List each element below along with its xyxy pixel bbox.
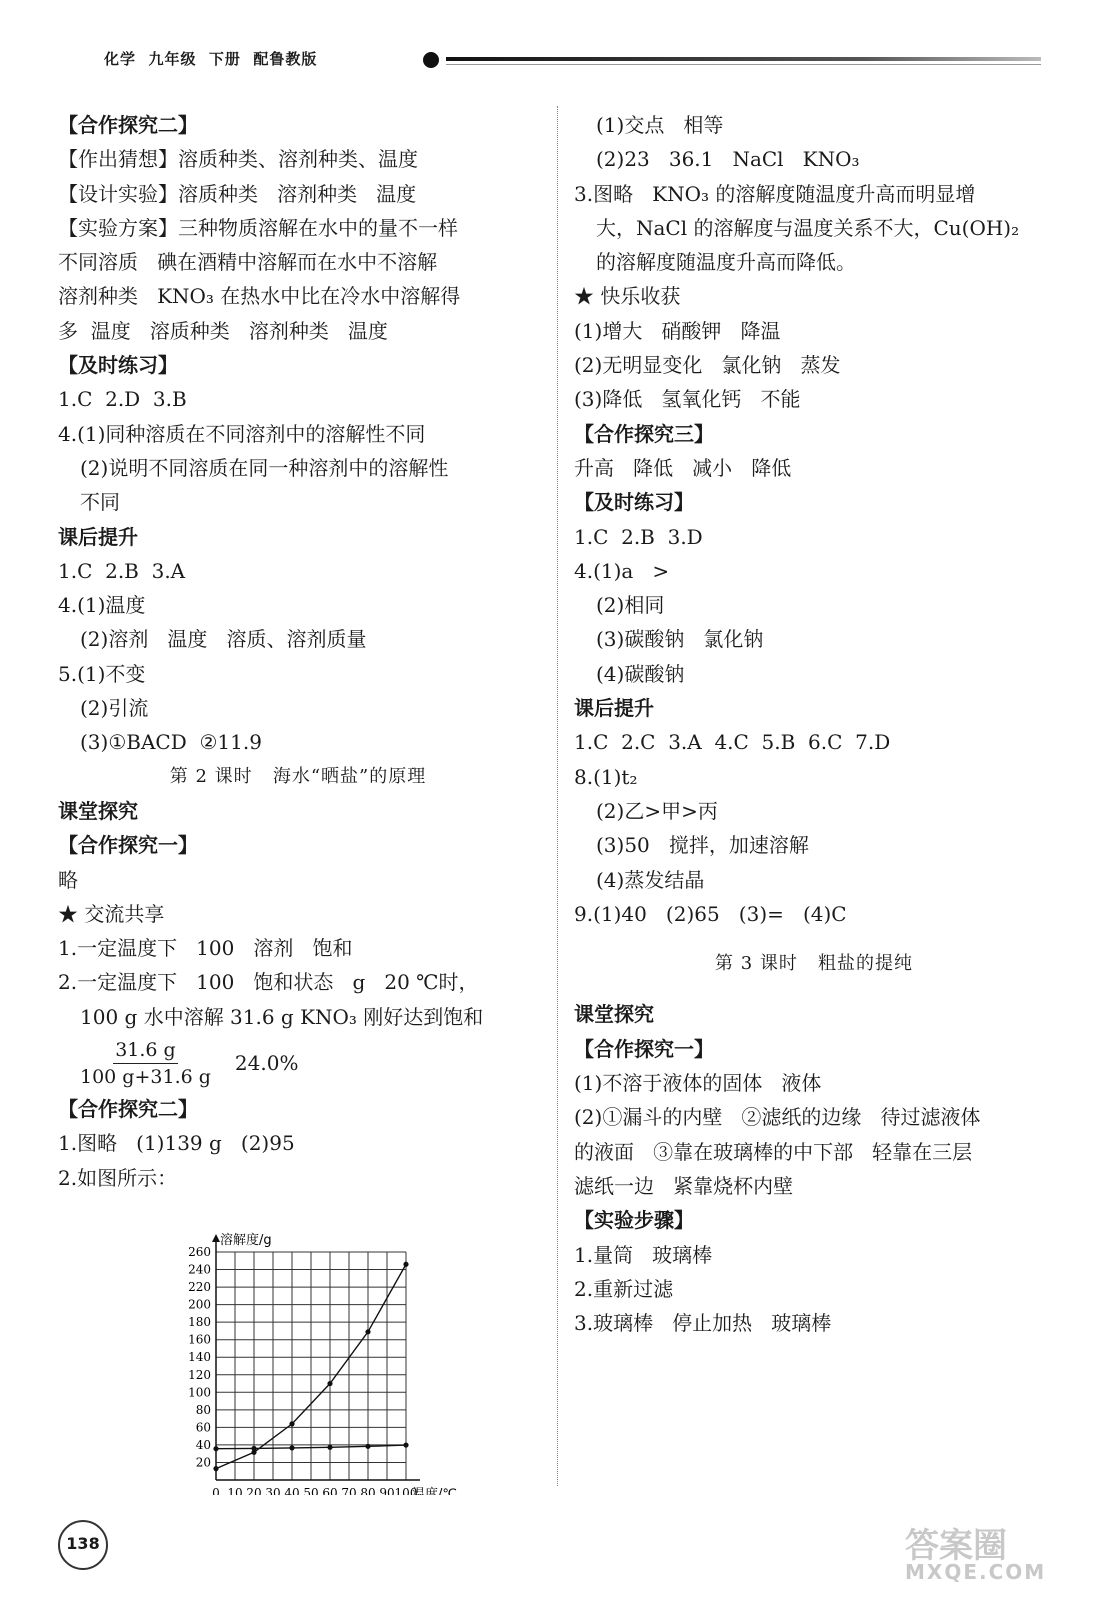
x-tick-label: 10 (227, 1485, 243, 1495)
right-line: (3)50 搅拌，加速溶解 (596, 833, 809, 858)
right-line: (4)碳酸钠 (596, 661, 685, 686)
left_a-line: 溶剂种类 KNO₃ 在热水中比在冷水中溶解得 (58, 284, 461, 309)
series-point (213, 1446, 218, 1451)
right-line (574, 981, 1054, 997)
right-line: 滤纸一边 紧靠烧杯内壁 (574, 1173, 794, 1198)
right-line: 1.C 2.C 3.A 4.C 5.B 6.C 7.D (574, 730, 891, 755)
y-axis-label: 溶解度/g (220, 1232, 272, 1248)
y-tick-label: 100 (188, 1385, 211, 1400)
series-point (213, 1466, 218, 1471)
right-line: 升高 降低 减小 降低 (574, 455, 792, 480)
left_a-line: 不同溶质 碘在酒精中溶解而在水中不溶解 (58, 250, 438, 275)
x-tick-label: 20 (246, 1485, 262, 1495)
y-tick-label: 40 (195, 1437, 211, 1452)
left-column (58, 108, 538, 1495)
left_a-line: 5.(1)不变 (58, 661, 146, 686)
left_a-line: 4.(1)温度 (58, 593, 146, 618)
left_a-line: (3)①BACD ②11.9 (80, 730, 262, 755)
y-tick-label: 80 (195, 1402, 211, 1417)
x-tick-label: 50 (303, 1485, 319, 1495)
left_a-line: 略 (58, 867, 78, 892)
left_b-line: 1.图略 (1)139 g (2)95 (58, 1131, 295, 1156)
series-point (289, 1445, 294, 1450)
y-tick-label: 20 (195, 1455, 211, 1470)
column-divider (557, 106, 558, 1486)
right-column (574, 108, 1054, 1340)
fraction-numerator: 31.6 g (113, 1037, 178, 1064)
left_a-line: (2)引流 (80, 696, 149, 721)
right-line: ★ 快乐收获 (574, 284, 681, 309)
y-tick-label: 120 (188, 1367, 211, 1382)
series-point (403, 1262, 408, 1267)
right-line: 【合作探究一】 (574, 1036, 714, 1061)
right-line: 的溶解度随温度升高而降低。 (596, 250, 856, 275)
left_a-line: 4.(1)同种溶质在不同溶剂中的溶解性不同 (58, 421, 426, 446)
solubility-chart-svg (58, 1195, 538, 1495)
series-point (365, 1329, 370, 1334)
left_a-line: (2)说明不同溶质在同一种溶剂中的溶解性 (80, 455, 449, 480)
left_b-line: 【合作探究二】 (58, 1097, 198, 1122)
right-line (574, 931, 1054, 947)
y-tick-label: 200 (188, 1297, 211, 1312)
right-line: 【合作探究三】 (574, 421, 714, 446)
left_a-line: 【设计实验】溶质种类 溶剂种类 温度 (58, 181, 417, 206)
x-tick-label: 30 (265, 1485, 281, 1495)
series-point (251, 1446, 256, 1451)
y-tick-label: 180 (188, 1315, 211, 1330)
right-line: (2)23 36.1 NaCl KNO₃ (596, 147, 860, 172)
right-line: (4)蒸发结晶 (596, 867, 705, 892)
y-tick-label: 220 (188, 1279, 211, 1294)
right-line: 【实验步骤】 (574, 1208, 694, 1233)
left_a-line: 【合作探究二】 (58, 113, 198, 137)
left_a-line: 不同 (80, 490, 120, 515)
left_a-line: 课堂探究 (58, 798, 138, 823)
right-line: 2.重新过滤 (574, 1276, 674, 1301)
left_a-line: 【实验方案】三种物质溶解在水中的量不一样 (58, 215, 458, 240)
fraction-result: 24.0% (234, 1051, 299, 1076)
right-line: (1)不溶于液体的固体 液体 (574, 1071, 822, 1096)
left-answers-a (58, 108, 538, 1034)
right-line: (3)碳酸钠 氯化钠 (596, 627, 764, 652)
fraction-formula (80, 1034, 538, 1092)
right-line: 1.量筒 玻璃棒 (574, 1242, 713, 1267)
series-point (327, 1381, 332, 1386)
right-line: (2)①漏斗的内壁 ②滤纸的边缘 待过滤液体 (574, 1105, 981, 1130)
right-line: (3)降低 氢氧化钙 不能 (574, 387, 801, 412)
left_a-line: 课后提升 (58, 524, 138, 549)
x-tick-label: 40 (284, 1485, 300, 1495)
fraction-denominator: 100 g+31.6 g (80, 1065, 211, 1088)
left_a-line: 【及时练习】 (58, 353, 178, 378)
right-line: (2)无明显变化 氯化钠 蒸发 (574, 353, 841, 378)
right-line: (1)增大 硝酸钾 降温 (574, 318, 781, 343)
fraction (80, 1037, 211, 1090)
x-tick-label: 0 (212, 1485, 220, 1495)
right-answers (574, 108, 1054, 1340)
header-title: 化学 九年级 下册 配鲁教版 (104, 50, 318, 68)
right-line: 课后提升 (574, 696, 654, 721)
right-line: 第 3 课时 粗盐的提纯 (714, 953, 914, 975)
right-line: (2)乙>甲>丙 (596, 798, 718, 823)
left_b-line: 2.如图所示： (58, 1165, 178, 1190)
series-point (327, 1445, 332, 1450)
left_a-line: 1.C 2.D 3.B (58, 387, 187, 412)
left_a-line: 100 g 水中溶解 31.6 g KNO₃ 刚好达到饱和 (80, 1004, 484, 1029)
x-tick-label: 100 (394, 1485, 418, 1495)
right-line: 4.(1)a > (574, 558, 670, 583)
left_a-line: 【合作探究一】 (58, 833, 198, 858)
x-tick-label: 90 (379, 1485, 395, 1495)
left_a-line: 第 2 课时 海水“晒盐”的原理 (169, 765, 427, 787)
left-answers-b (58, 1092, 538, 1195)
right-line: 8.(1)t₂ (574, 764, 638, 789)
series-point (289, 1421, 294, 1426)
left_a-line: 多 温度 溶质种类 溶剂种类 温度 (58, 318, 388, 343)
watermark-url: MXQE.COM (905, 1560, 1047, 1584)
x-tick-label: 60 (322, 1485, 338, 1495)
left_a-line: (2)溶剂 温度 溶质、溶剂质量 (80, 627, 367, 652)
right-line: 的液面 ③靠在玻璃棒的中下部 轻靠在三层 (574, 1139, 973, 1164)
watermark-logo: 答案圈 (905, 1526, 1007, 1566)
x-axis-label: 温度/℃ (412, 1486, 457, 1495)
page-number: 138 (58, 1520, 108, 1570)
header-dot-icon (423, 52, 439, 68)
left_a-line: ★ 交流共享 (58, 901, 165, 926)
y-tick-label: 260 (188, 1244, 211, 1259)
header-rule (446, 57, 1041, 61)
y-tick-label: 140 (188, 1350, 211, 1365)
solubility-chart (58, 1195, 538, 1495)
right-line: 3.玻璃棒 停止加热 玻璃棒 (574, 1311, 832, 1336)
x-tick-label: 80 (360, 1485, 376, 1495)
right-line: 大，NaCl 的溶解度与温度关系不大，Cu(OH)₂ (596, 215, 1020, 240)
left_a-line: 【作出猜想】溶质种类、溶剂种类、温度 (58, 147, 418, 172)
right-line: (2)相同 (596, 593, 665, 618)
right-line: 1.C 2.B 3.D (574, 524, 703, 549)
y-axis-arrow-icon (212, 1234, 220, 1242)
right-line: 3.图略 KNO₃ 的溶解度随温度升高而明显增 (574, 181, 976, 206)
right-line: 9.(1)40 (2)65 (3)= (4)C (574, 901, 847, 926)
right-line: 【及时练习】 (574, 490, 694, 515)
series-point (365, 1444, 370, 1449)
x-tick-label: 70 (341, 1485, 357, 1495)
page-header (0, 0, 1097, 100)
y-tick-label: 160 (188, 1332, 211, 1347)
series-point (403, 1442, 408, 1447)
header-rule-thin (446, 64, 1041, 65)
y-tick-label: 240 (188, 1262, 211, 1277)
right-line: 课堂探究 (574, 1002, 654, 1027)
left_a-line: 1.一定温度下 100 溶剂 饱和 (58, 936, 353, 961)
y-tick-label: 60 (195, 1420, 211, 1435)
left_a-line: 2.一定温度下 100 饱和状态 g 20 ℃时， (58, 970, 479, 995)
right-line: (1)交点 相等 (596, 113, 724, 137)
left_a-line: 1.C 2.B 3.A (58, 558, 186, 583)
